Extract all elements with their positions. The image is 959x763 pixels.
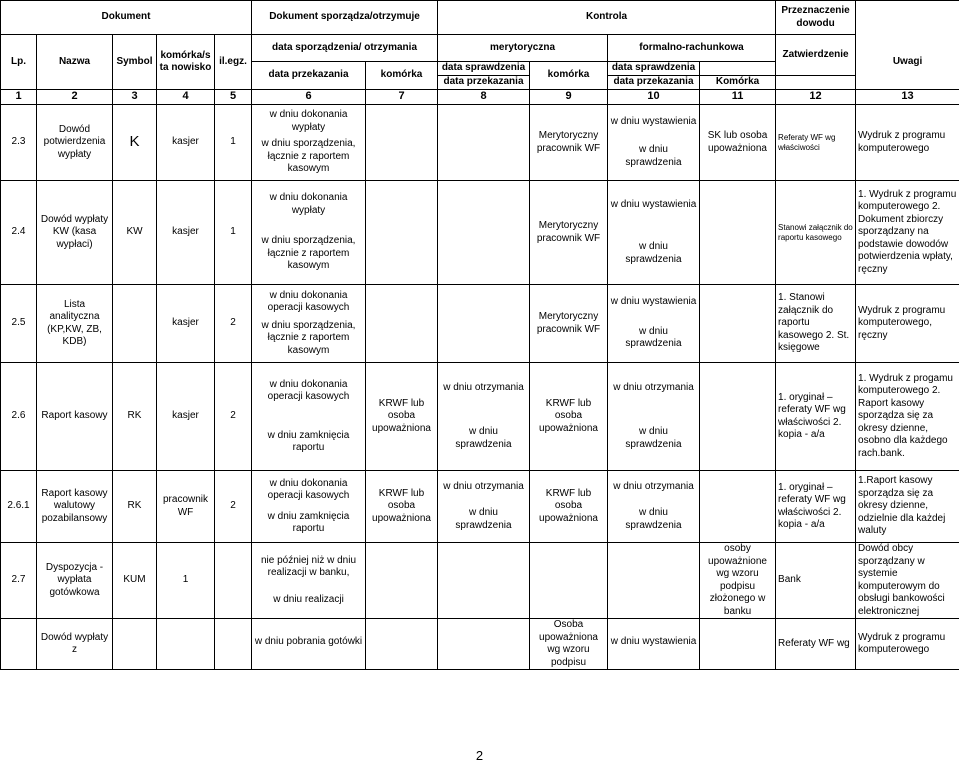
row-komorka (366, 285, 438, 363)
row-komorka: KRWF lub osoba upoważniona (366, 363, 438, 471)
row-il-egz (215, 619, 252, 670)
row-symbol: K (113, 105, 157, 181)
row-merytoryczna-first: w dniu otrzymania (443, 480, 524, 492)
row-il-egz: 2 (215, 285, 252, 363)
column-number: 11 (700, 90, 776, 105)
header-data-przekazania: data przekazania (252, 62, 366, 90)
row-il-egz: 1 (215, 105, 252, 181)
row-lp: 2.7 (1, 543, 37, 619)
row-data-sporzadzenia (252, 619, 366, 670)
row-data-sporzadzenia (252, 471, 366, 543)
row-przeznaczenie: 1. Stanowi załącznik do raportu kasowego 2. St. księgowe (776, 285, 856, 363)
column-number: 2 (37, 90, 113, 105)
header-sporzadza: Dokument sporządza/otrzymuje (252, 1, 438, 35)
row-komorka (366, 619, 438, 670)
row-uwagi: Wydruk z programu komputerowego (856, 105, 959, 181)
header-uwagi: Uwagi (856, 35, 959, 90)
row-formalno-second: w dniu sprawdzenia (625, 241, 682, 265)
row-uwagi: 1. Wydruk z programu komputerowego 2. Dokument zbiorczy sporządzany na podstawie dowodów potwierdzenia wpłaty, ręczny (856, 181, 959, 285)
row-komorka-formalna: Merytoryczny pracownik WF (530, 105, 608, 181)
row-data-sporzadzenia-second: w dniu sporządzenia, łącznie z raportem kasowym (261, 235, 356, 272)
row-stanowisko (157, 619, 215, 670)
header-merytoryczna: merytoryczna (438, 35, 608, 62)
column-numbers-row (1, 90, 959, 105)
row-zatwierdzenie (700, 363, 776, 471)
row-formalno-second: w dniu sprawdzenia (625, 144, 682, 168)
row-data-sporzadzenia-first: w dniu dokonania operacji kasowych (267, 477, 350, 501)
row-data-sporzadzenia (252, 181, 366, 285)
row-stanowisko: pracownik WF (157, 471, 215, 543)
row-uwagi: Wydruk z programu komputerowego, ręczny (856, 285, 959, 363)
row-merytoryczna (438, 619, 530, 670)
column-number: 12 (776, 90, 856, 105)
row-zatwierdzenie: SK lub osoba upoważniona (700, 105, 776, 181)
header-data-sprawdzenia-2: data sprawdzenia (608, 62, 700, 76)
row-merytoryczna (438, 181, 530, 285)
row-symbol: KW (113, 181, 157, 285)
row-merytoryczna-first: w dniu otrzymania (443, 381, 524, 393)
row-data-sporzadzenia-second: w dniu sporządzenia, łącznie z raportem kasowym (261, 138, 356, 175)
row-przeznaczenie: Stanowi załącznik do raportu kasowego (776, 181, 856, 285)
row-data-sporzadzenia (252, 363, 366, 471)
row-formalno-first: w dniu wystawienia (610, 296, 697, 308)
row-il-egz: 2 (215, 363, 252, 471)
row-uwagi: Wydruk z programu komputerowego (856, 619, 959, 670)
row-symbol: RK (113, 471, 157, 543)
row-stanowisko: kasjer (157, 181, 215, 285)
row-formalno-first: w dniu wystawienia (610, 198, 697, 210)
row-lp: 2.5 (1, 285, 37, 363)
row-data-sporzadzenia-first: w dniu dokonania operacji kasowych (267, 378, 350, 402)
row-nazwa: Dowód wypłaty z (37, 619, 113, 670)
row-formalno-second: w dniu sprawdzenia (625, 507, 682, 531)
row-formalno-first: w dniu wystawienia (610, 115, 697, 127)
row-zatwierdzenie (700, 181, 776, 285)
row-formalno (608, 181, 700, 285)
row-komorka (366, 543, 438, 619)
row-merytoryczna (438, 105, 530, 181)
row-formalno (608, 363, 700, 471)
header-data-sporzadzenia: data sporządzenia/ otrzymania (252, 35, 438, 62)
row-komorka-formalna: Osoba upoważniona wg wzoru podpisu (530, 619, 608, 670)
row-komorka-formalna: Merytoryczny pracownik WF (530, 285, 608, 363)
header-data-przekazania-2: data przekazania (438, 76, 530, 90)
row-nazwa: Raport kasowy (37, 363, 113, 471)
column-number: 10 (608, 90, 700, 105)
column-number: 4 (157, 90, 215, 105)
header-dokument: Dokument (1, 1, 252, 35)
row-formalno-first: w dniu wystawienia (610, 635, 697, 647)
row-zatwierdzenie: osoby upoważnione wg wzoru podpisu złożonego w banku (700, 543, 776, 619)
row-nazwa: Dowód potwierdzenia wypłaty (37, 105, 113, 181)
column-number: 1 (1, 90, 37, 105)
header-data-sprawdzenia: data sprawdzenia (438, 62, 530, 76)
row-data-sporzadzenia-second: w dniu zamknięcia raportu (267, 510, 350, 534)
table-row (1, 105, 959, 181)
row-data-sporzadzenia (252, 105, 366, 181)
row-stanowisko: kasjer (157, 363, 215, 471)
row-nazwa: Raport kasowy walutowy pozabilansowy (37, 471, 113, 543)
row-zatwierdzenie (700, 285, 776, 363)
row-formalno (608, 619, 700, 670)
header-komorka-cap: Komórka (700, 76, 776, 90)
row-data-sporzadzenia-first: w dniu dokonania wypłaty (269, 109, 348, 133)
row-data-sporzadzenia-second: w dniu sporządzenia, łącznie z raportem kasowym (261, 319, 356, 356)
row-formalno-first: w dniu otrzymania (613, 381, 694, 393)
row-formalno (608, 105, 700, 181)
table-row (1, 619, 959, 670)
row-nazwa: Lista analityczna (KP,KW, ZB, KDB) (37, 285, 113, 363)
row-merytoryczna (438, 363, 530, 471)
row-merytoryczna-second: w dniu sprawdzenia (455, 507, 512, 531)
table-row (1, 543, 959, 619)
row-formalno-second: w dniu sprawdzenia (625, 325, 682, 350)
row-stanowisko: kasjer (157, 105, 215, 181)
row-komorka-formalna (530, 543, 608, 619)
row-lp: 2.6 (1, 363, 37, 471)
row-il-egz (215, 543, 252, 619)
row-przeznaczenie: Referaty WF wg właściwości (776, 105, 856, 181)
row-data-sporzadzenia-second: w dniu realizacji (273, 593, 344, 605)
table-row (1, 181, 959, 285)
header-zatwierdzenie: Zatwierdzenie (776, 35, 856, 76)
row-zatwierdzenie (700, 471, 776, 543)
row-lp: 2.4 (1, 181, 37, 285)
column-number: 7 (366, 90, 438, 105)
row-lp: 2.3 (1, 105, 37, 181)
row-symbol (113, 619, 157, 670)
row-symbol: KUM (113, 543, 157, 619)
row-data-sporzadzenia-first: w dniu dokonania wypłaty (269, 192, 348, 216)
row-komorka-formalna: Merytoryczny pracownik WF (530, 181, 608, 285)
row-data-sporzadzenia-second: w dniu zamknięcia raportu (267, 429, 350, 453)
row-merytoryczna (438, 471, 530, 543)
row-komorka (366, 181, 438, 285)
row-zatwierdzenie (700, 619, 776, 670)
row-merytoryczna (438, 285, 530, 363)
column-number: 6 (252, 90, 366, 105)
row-formalno (608, 471, 700, 543)
row-uwagi: 1. Wydruk z progamu komputerowego 2. Raport kasowy sporządza się za okresy dzienne, osobno dla każdego rach.bank. (856, 363, 959, 471)
row-lp (1, 619, 37, 670)
row-stanowisko: 1 (157, 543, 215, 619)
header-symbol: Symbol (113, 35, 157, 90)
header-komorka: komórka (366, 62, 438, 90)
row-merytoryczna (438, 543, 530, 619)
row-komorka-formalna: KRWF lub osoba upoważniona (530, 363, 608, 471)
row-data-sporzadzenia-first: nie później niż w dniu realizacji w banku, (260, 554, 357, 579)
row-data-sporzadzenia (252, 285, 366, 363)
row-komorka (366, 105, 438, 181)
header-data-przekazania-3: data przekazania (608, 76, 700, 90)
page-number: 2 (475, 748, 484, 763)
column-number: 8 (438, 90, 530, 105)
row-formalno (608, 543, 700, 619)
column-number: 3 (113, 90, 157, 105)
header-formalno: formalno-rachunkowa (608, 35, 776, 62)
row-formalno-first: w dniu otrzymania (613, 480, 694, 492)
row-merytoryczna-second: w dniu sprawdzenia (455, 426, 512, 450)
table-row (1, 471, 959, 543)
row-przeznaczenie: 1. oryginał – referaty WF wg właściwości 2. kopia - a/a (776, 363, 856, 471)
row-il-egz: 1 (215, 181, 252, 285)
row-il-egz: 2 (215, 471, 252, 543)
header-przeznaczenie: Przeznaczenie dowodu (776, 1, 856, 35)
header-il-egz: il.egz. (215, 35, 252, 90)
row-formalno (608, 285, 700, 363)
table-row (1, 363, 959, 471)
table-row (1, 285, 959, 363)
header-nazwa: Nazwa (37, 35, 113, 90)
row-przeznaczenie: Bank (776, 543, 856, 619)
column-number: 13 (856, 90, 959, 105)
row-stanowisko: kasjer (157, 285, 215, 363)
row-nazwa: Dowód wypłaty KW (kasa wypłaci) (37, 181, 113, 285)
row-przeznaczenie: Referaty WF wg (776, 619, 856, 670)
row-uwagi: 1.Raport kasowy sporządza się za okresy dzienne, odzielnie dla każdej waluty (856, 471, 959, 543)
row-uwagi: Dowód obcy sporządzany w systemie komputerowym do obsługi bankowości elektronicznej (856, 543, 959, 619)
header-lp: Lp. (1, 35, 37, 90)
header-komorka-2: komórka (530, 62, 608, 90)
row-komorka: KRWF lub osoba upoważniona (366, 471, 438, 543)
row-nazwa: Dyspozycja - wypłata gotówkowa (37, 543, 113, 619)
row-komorka-formalna: KRWF lub osoba upoważniona (530, 471, 608, 543)
row-data-sporzadzenia-first: w dniu dokonania operacji kasowych (267, 289, 350, 314)
row-symbol (113, 285, 157, 363)
header-komorka-stanowisko: komórka/sta nowisko (157, 35, 215, 90)
column-number: 5 (215, 90, 252, 105)
row-data-sporzadzenia (252, 543, 366, 619)
header-kontrola: Kontrola (438, 1, 776, 35)
row-formalno-second: w dniu sprawdzenia (625, 426, 682, 450)
row-symbol: RK (113, 363, 157, 471)
row-przeznaczenie: 1. oryginał – referaty WF wg właściwości 2. kopia - a/a (776, 471, 856, 543)
row-data-sporzadzenia-first: w dniu pobrania gotówki (254, 635, 363, 647)
column-number: 9 (530, 90, 608, 105)
row-lp: 2.6.1 (1, 471, 37, 543)
